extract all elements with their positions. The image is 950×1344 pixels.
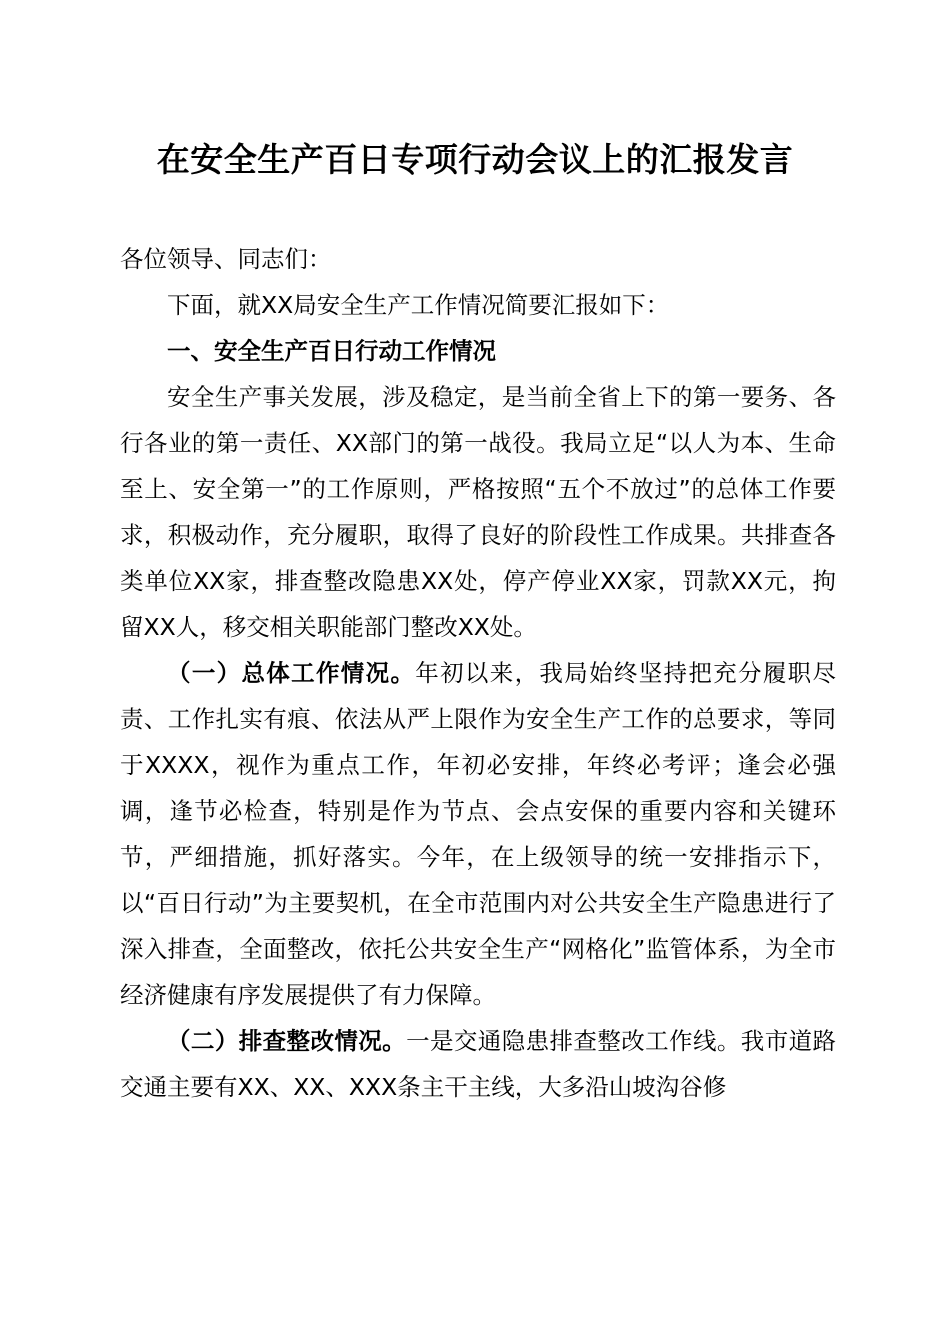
document-title: 在安全生产百日专项行动会议上的汇报发言 bbox=[156, 140, 794, 179]
salutation: 各位领导、同志们： bbox=[120, 245, 332, 273]
section-heading: 一、安全生产百日行动工作情况 bbox=[167, 337, 496, 365]
intro-paragraph: 下面，就XX局安全生产工作情况简要汇报如下： bbox=[167, 291, 670, 319]
subsection-lead-rectification: （二）排查整改情况。 bbox=[167, 1027, 407, 1055]
document-body bbox=[120, 236, 836, 1110]
subsection-paragraph-overall bbox=[120, 650, 836, 1018]
subsection-paragraph-rectification bbox=[120, 1018, 836, 1110]
subsection-text-overall: 年初以来，我局始终坚持把充分履职尽责、工作扎实有痕、依法从严上限作为安全生产工作的总要求，等同于XXXX，视作为重点工作，年初必安排，年终必考评；逢会必强调，逢节必检查，特别是作为节点、会点安保的重要内容和关键环节，严细措施，抓好落实。今年，在上级领导的统一安排指示下，以“百日行动”为主要契机，在全市范围内对公共安全生产隐患进行了深入排查，全面整改，依托公共安全生产“网格化”监管体系，为全市经济健康有序发展提供了有力保障。 bbox=[120, 659, 837, 1009]
subsection-text-rectification: 一是交通隐患排查整改工作线。我市道路交通主要有XX、XX、XXX条主干主线，大多沿山坡沟谷修 bbox=[120, 1027, 837, 1101]
section-paragraph: 安全生产事关发展，涉及稳定，是当前全省上下的第一要务、各行各业的第一责任、XX部门的第一战役。我局立足“以人为本、生命至上、安全第一”的工作原则，严格按照“五个不放过”的总体工作要求，积极动作，充分履职，取得了良好的阶段性工作成果。共排查各类单位XX家，排查整改隐患XX处，停产停业XX家，罚款XX元，拘留XX人，移交相关职能部门整改XX处。 bbox=[120, 383, 836, 641]
subsection-lead-overall: （一）总体工作情况。 bbox=[167, 659, 416, 687]
